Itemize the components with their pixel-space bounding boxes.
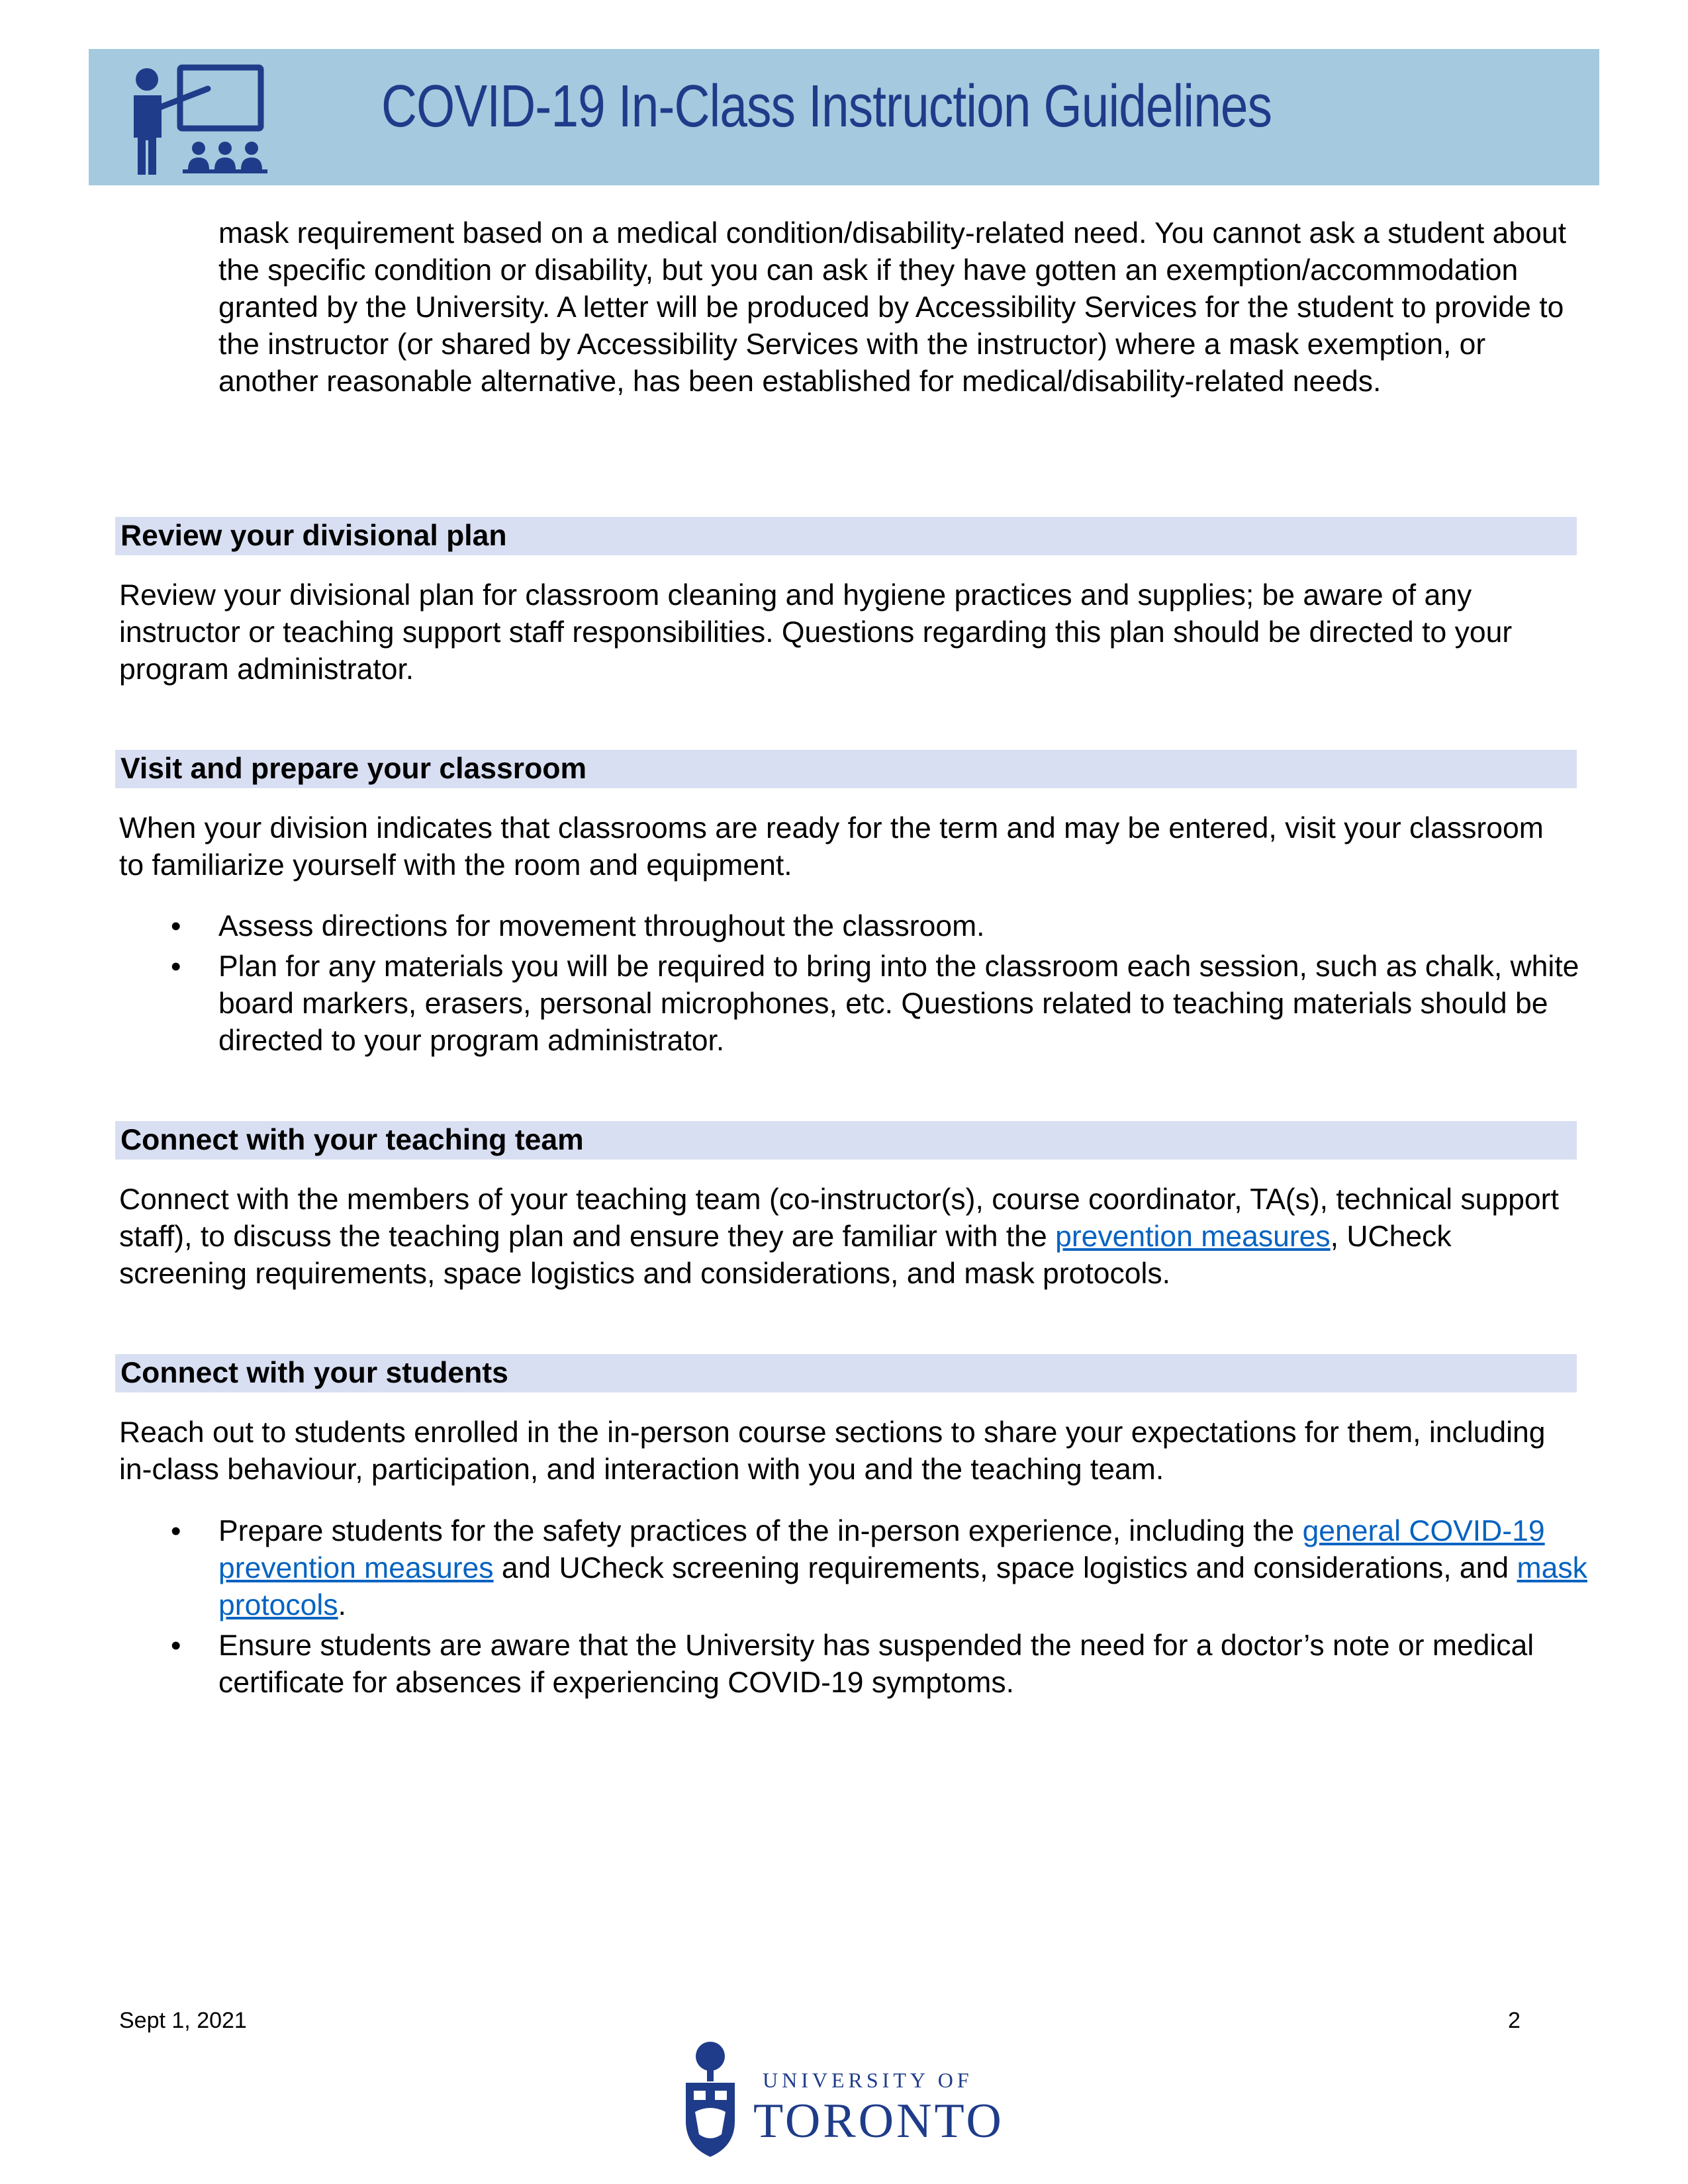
prevention-measures-link[interactable]: prevention measures: [1055, 1220, 1331, 1253]
header-banner: [89, 49, 1599, 185]
university-logo: [680, 2035, 1011, 2161]
general-covid-prevention-link[interactable]: general COVID-19 prevention measures: [218, 1515, 1545, 1584]
section-heading-visit: [115, 750, 1577, 788]
review-paragraph: Review your divisional plan for classroom cleaning and hygiene practices and supplies; be aware of any instructor or teaching support staff responsibilities. Questions regarding this plan should be directed to your program administrator.: [119, 579, 1513, 686]
students-bullet-list: [119, 1513, 1589, 1705]
bullet-icon: •: [171, 1515, 181, 1547]
logo-line-toronto: TORONTO: [753, 2094, 1004, 2148]
students-paragraph: Reach out to students enrolled in the in-person course sections to share your expectations for them, including in-class behaviour, participation, and interaction with you and the teaching team.: [119, 1416, 1546, 1486]
section-heading-text: Connect with your students: [120, 1357, 508, 1389]
bullet-icon: •: [171, 910, 181, 942]
visit-paragraph: When your division indicates that classrooms are ready for the term and may be entered, visit your classroom to familiarize yourself with the room and equipment.: [119, 812, 1544, 882]
page-number: 2: [1508, 2008, 1521, 2033]
intro-paragraph: mask requirement based on a medical condition/disability-related need. You cannot ask a student about the specific condition or disability, but you can ask if they have gotten an exemption/accommodation granted by the University. A letter will be produced by Accessibility Services for the student to provide to the instructor (or shared by Accessibility Services with the instructor) where a mask exemption, or another reasonable alternative, has been established for medical/disability-related needs.: [218, 217, 1566, 398]
bullet-icon: •: [171, 950, 181, 983]
bullet-icon: •: [171, 1629, 181, 1662]
section-heading-students: [115, 1354, 1577, 1392]
footer-date: Sept 1, 2021: [119, 2008, 247, 2033]
crest-icon: [680, 2035, 740, 2161]
section-heading-team: [115, 1121, 1577, 1160]
section-heading-text: Connect with your teaching team: [120, 1124, 584, 1156]
section-heading-text: Visit and prepare your classroom: [120, 752, 587, 785]
logo-line-university-of: UNIVERSITY OF: [763, 2068, 973, 2092]
section-heading-review: [115, 517, 1577, 555]
page-title: COVID-19 In-Class Instruction Guidelines: [381, 73, 1272, 140]
visit-bullet-list: [119, 908, 1589, 1063]
list-item: • Prepare students for the safety practices of the in-person experience, including the general COVID-19 prevention measures and UCheck screening requirements, space logistics and considerations, and mask protocols.: [119, 1513, 1589, 1624]
mask-protocols-link[interactable]: mask protocols: [218, 1552, 1587, 1621]
teacher-presenting-icon: [122, 56, 274, 179]
list-item: • Assess directions for movement throughout the classroom.: [119, 908, 1589, 945]
section-heading-text: Review your divisional plan: [120, 520, 507, 552]
team-paragraph: Connect with the members of your teaching team (co-instructor(s), course coordinator, TA(s), technical support staff), to discuss the teaching plan and ensure they are familiar with the prevention measures, UCheck screening requirements, space logistics and considerations, and mask protocols.: [119, 1183, 1559, 1290]
list-item: • Plan for any materials you will be required to bring into the classroom each session, such as chalk, white board markers, erasers, personal microphones, etc. Questions related to teaching materials should be directed to your program administrator.: [119, 948, 1589, 1060]
list-item: • Ensure students are aware that the University has suspended the need for a doctor’s note or medical certificate for absences if experiencing COVID-19 symptoms.: [119, 1627, 1589, 1702]
